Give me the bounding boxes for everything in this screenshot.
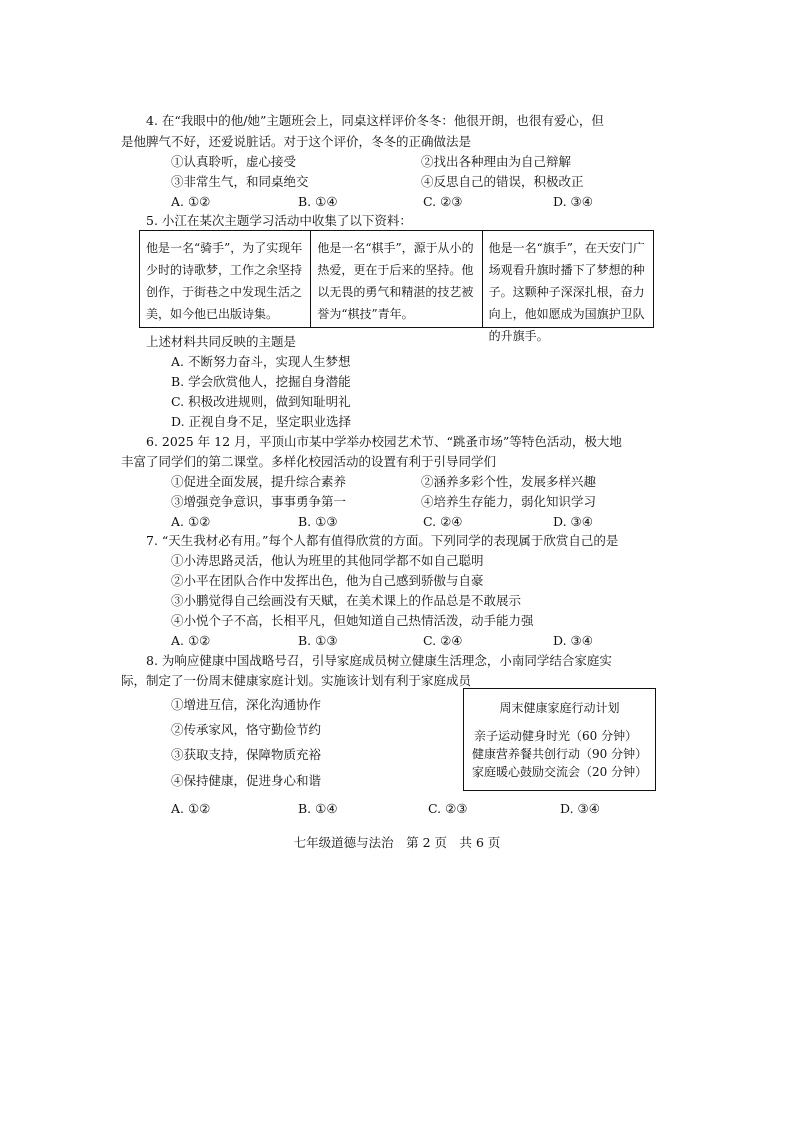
q5-material-rider: 他是一名“骑手”，为了实现年少时的诗歌梦，工作之余坚持创作，于街巷之中发现生活之美，如今他已出版诗集。	[146, 241, 303, 321]
plan-item-nutrition: 健康营养餐共创行动（90 分钟）	[472, 747, 648, 761]
q7-choice-a[interactable]: A. ①②	[171, 633, 211, 648]
q7-option-1: ①小涛思路灵活，他认为班里的其他同学都不如自己聪明	[171, 553, 484, 568]
q5-choice-d[interactable]: D. 正视自身不足，坚定职业选择	[171, 414, 352, 429]
q4-option-1: ①认真聆听，虚心接受	[171, 154, 297, 169]
q4-option-2: ②找出各种理由为自己辩解	[421, 154, 572, 169]
q4-option-3: ③非常生气，和同桌绝交	[171, 174, 309, 189]
q7-choice-d[interactable]: D. ③④	[553, 633, 593, 648]
q6-stem-line2: 丰富了同学们的第二课堂。多样化校园活动的设置有利于引导同学们	[121, 454, 497, 469]
q8-option-3: ③获取支持，保障物质充裕	[171, 747, 322, 762]
q8-stem-line1: 8. 为响应健康中国战略号召，引导家庭成员树立健康生活理念，小南同学结合家庭实	[146, 653, 612, 668]
q6-option-2: ②涵养多彩个性，发展多样兴趣	[421, 474, 597, 489]
q4-stem-line1: 4. 在“我眼中的他/她”主题班会上，同桌这样评价冬冬：他很开朗，也很有爱心，但	[146, 113, 604, 128]
q8-choice-b[interactable]: B. ①④	[298, 801, 338, 816]
q5-choice-c[interactable]: C. 积极改进规则，做到知耻明礼	[171, 394, 351, 409]
q6-option-4: ④培养生存能力，弱化知识学习	[421, 494, 597, 509]
q8-choice-d[interactable]: D. ③④	[560, 801, 600, 816]
q8-option-2: ②传承家风，恪守勤俭节约	[171, 722, 322, 737]
q6-choice-a[interactable]: A. ①②	[171, 514, 211, 529]
q8-choice-a[interactable]: A. ①②	[171, 801, 211, 816]
q5-choice-b[interactable]: B. 学会欣赏他人，挖掘自身潜能	[171, 374, 351, 389]
q6-choice-b[interactable]: B. ①③	[298, 514, 338, 529]
q6-stem-line1: 6. 2025 年 12 月，平顶山市某中学举办校园艺术节、“跳蚤市场”等特色活动，极大地	[146, 434, 622, 449]
q5-stem: 5. 小江在某次主题学习活动中收集了以下资料：	[146, 213, 412, 228]
plan-title: 周末健康家庭行动计划	[499, 701, 620, 715]
q4-stem-line2: 是他脾气不好，还爱说脏话。对于这个评价，冬冬的正确做法是	[121, 134, 472, 149]
q5-material-chess-player: 他是一名“棋手”，源于从小的热爱，更在于后来的坚持。他以无畏的勇气和精湛的技艺被誉为“棋技”青年。	[310, 231, 481, 327]
q4-choice-c[interactable]: C. ②③	[423, 194, 463, 209]
q6-option-1: ①促进全面发展，提升综合素养	[171, 474, 347, 489]
weekend-health-plan-box	[463, 688, 656, 791]
q6-option-3: ③增强竞争意识，事事勇争第一	[171, 494, 347, 509]
q8-stem-line2: 际，制定了一份周末健康家庭计划。实施该计划有利于家庭成员	[121, 673, 472, 688]
q7-stem: 7. “天生我材必有用。”每个人都有值得欣赏的方面。下列同学的表现属于欣赏自己的是	[146, 533, 619, 548]
q7-choice-c[interactable]: C. ②④	[423, 633, 463, 648]
q5-question: 上述材料共同反映的主题是	[146, 334, 297, 349]
q7-option-3: ③小鹏觉得自己绘画没有天赋，在美术课上的作品总是不敢展示	[171, 593, 522, 608]
q6-choice-c[interactable]: C. ②④	[423, 514, 463, 529]
q8-option-1: ①增进互信，深化沟通协作	[171, 697, 322, 712]
q4-choice-a[interactable]: A. ①②	[171, 194, 211, 209]
q7-option-4: ④小悦个子不高，长相平凡，但她知道自己热情活泼，动手能力强	[171, 613, 534, 628]
q8-option-4: ④保持健康，促进身心和谐	[171, 773, 322, 788]
q7-option-2: ②小平在团队合作中发挥出色，他为自己感到骄傲与自豪	[171, 573, 484, 588]
q4-choice-b[interactable]: B. ①④	[298, 194, 338, 209]
q6-choice-d[interactable]: D. ③④	[553, 514, 593, 529]
q4-choice-d[interactable]: D. ③④	[553, 194, 593, 209]
q5-material-flag-bearer: 他是一名“旗手”，在天安门广场观看升旗时播下了梦想的种子。这颗种子深深扎根，奋力向上，他如愿成为国旗护卫队的升旗手。	[482, 231, 653, 327]
q7-choice-b[interactable]: B. ①③	[298, 633, 338, 648]
q5-choice-a[interactable]: A. 不断努力奋斗，实现人生梦想	[171, 354, 351, 369]
q4-option-4: ④反思自己的错误，积极改正	[421, 174, 584, 189]
q8-choice-c[interactable]: C. ②③	[428, 801, 468, 816]
plan-item-exercise: 亲子运动健身时光（60 分钟）	[474, 729, 638, 743]
plan-item-encouragement: 家庭暖心鼓励交流会（20 分钟）	[472, 765, 648, 779]
page-footer: 七年级道德与法治 第 2 页 共 6 页	[293, 835, 501, 850]
